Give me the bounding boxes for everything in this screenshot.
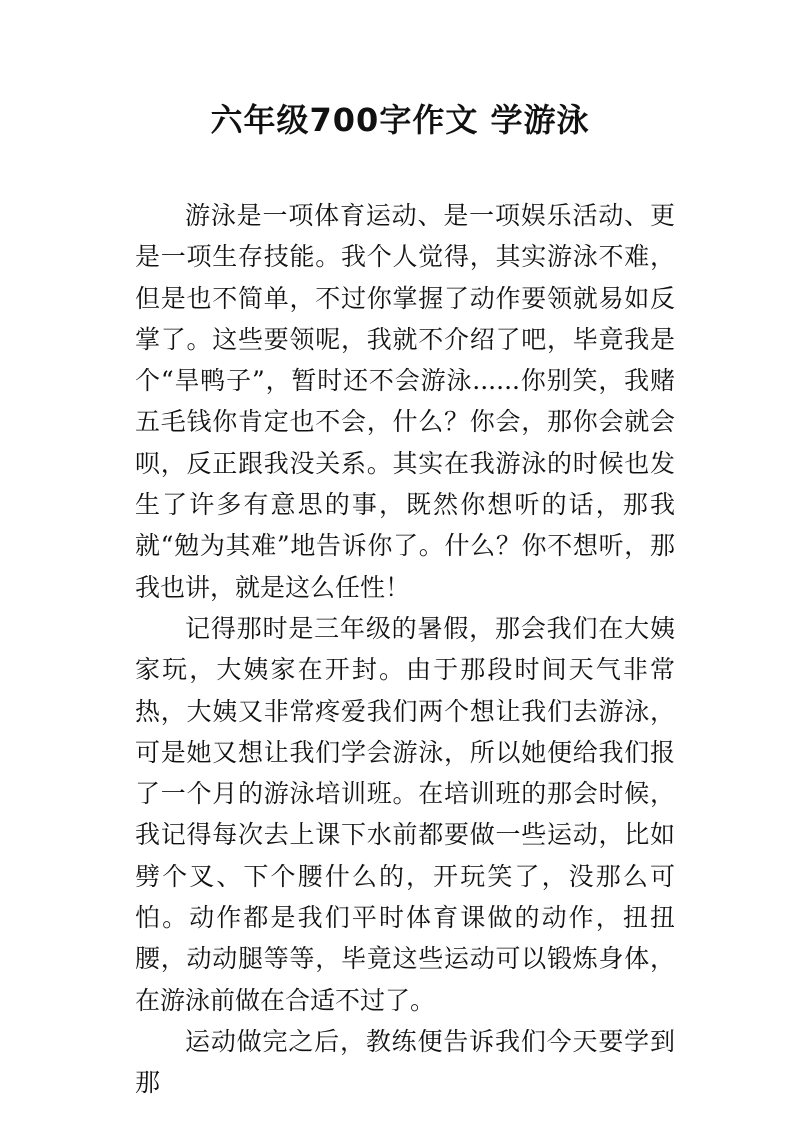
paragraph: 游泳是一项体育运动、是一项娱乐活动、更是一项生存技能。我个人觉得，其实游泳不难，但是也不简单，不过你掌握了动作要领就易如反掌了。这些要领呢，我就不介绍了吧，毕竟我是个“旱鸭子”，暂时还不会游泳......你别笑，我赌五毛钱你肯定也不会，什么？你会，那你会就会呗，反正跟我没关系。其实在我游泳的时候也发生了许多有意思的事，既然你想听的话，那我就“勉为其难”地告诉你了。什么？你不想听，那我也讲，就是这么任性！ (135, 201, 675, 602)
paragraph: 运动做完之后，教练便告诉我们今天要学到那 (135, 1026, 675, 1098)
paragraph: 记得那时是三年级的暑假，那会我们在大姨家玩，大姨家在开封。由于那段时间天气非常热，大姨又非常疼爱我们两个想让我们去游泳，可是她又想让我们学会游泳，所以她便给我们报了一个月的游泳培训班。在培训班的那会时候，我记得每次去上课下水前都要做一些运动，比如劈个叉、下个腰什么的，开玩笑了，没那么可怕。动作都是我们平时体育课做的动作，扭扭腰，动动腿等等，毕竟这些运动可以锻炼身体，在游泳前做在合适不过了。 (135, 613, 675, 1015)
document-title: 六年级700字作文 学游泳 (210, 101, 590, 139)
document-body (135, 195, 675, 1104)
